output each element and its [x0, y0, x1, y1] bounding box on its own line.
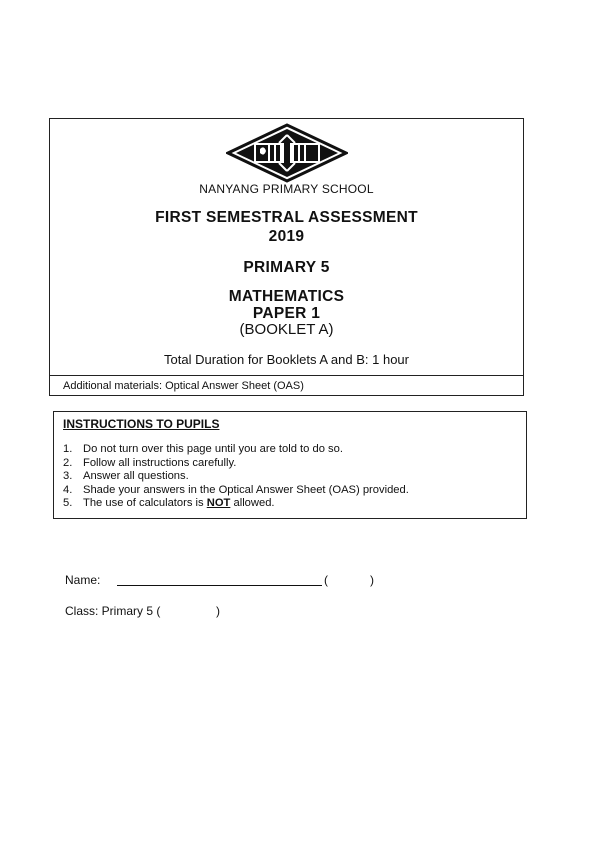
name-field-row	[65, 573, 485, 589]
paper-title: PAPER 1	[252, 305, 321, 322]
instructions-heading: INSTRUCTIONS TO PUPILS	[63, 417, 220, 431]
assessment-year: 2019	[268, 228, 305, 245]
name-label: Name:	[65, 573, 101, 587]
duration-text: Total Duration for Booklets A and B: 1 hour	[164, 352, 409, 367]
class-close-paren: )	[216, 604, 220, 618]
subject-title: MATHEMATICS	[228, 288, 345, 305]
instruction-item: 2. Follow all instructions carefully.	[63, 456, 237, 469]
instruction-item: 4. Shade your answers in the Optical Answer Sheet (OAS) provided.	[63, 483, 409, 496]
instructions-box	[53, 411, 527, 519]
school-name: NANYANG PRIMARY SCHOOL	[199, 182, 374, 196]
instruction-item: 3. Answer all questions.	[63, 470, 189, 483]
additional-materials: Additional materials: Optical Answer Sheet (OAS)	[50, 375, 523, 395]
instruction-item: 1. Do not turn over this page until you are told to do so.	[63, 443, 343, 455]
index-close-paren: )	[370, 573, 374, 587]
cover-header-box	[49, 118, 524, 396]
school-crest-icon	[226, 121, 348, 185]
assessment-title: FIRST SEMESTRAL ASSESSMENT	[155, 209, 418, 226]
emphasis-not: NOT	[206, 497, 231, 510]
class-label: Class: Primary 5 (	[65, 604, 161, 618]
name-input-line[interactable]	[117, 585, 322, 586]
index-open-paren: (	[324, 573, 328, 587]
instruction-item: 5. The use of calculators is NOT allowed.	[63, 497, 275, 510]
level-title: PRIMARY 5	[243, 259, 330, 276]
instructions-list	[63, 443, 409, 511]
booklet-label: (BOOKLET A)	[239, 321, 334, 338]
